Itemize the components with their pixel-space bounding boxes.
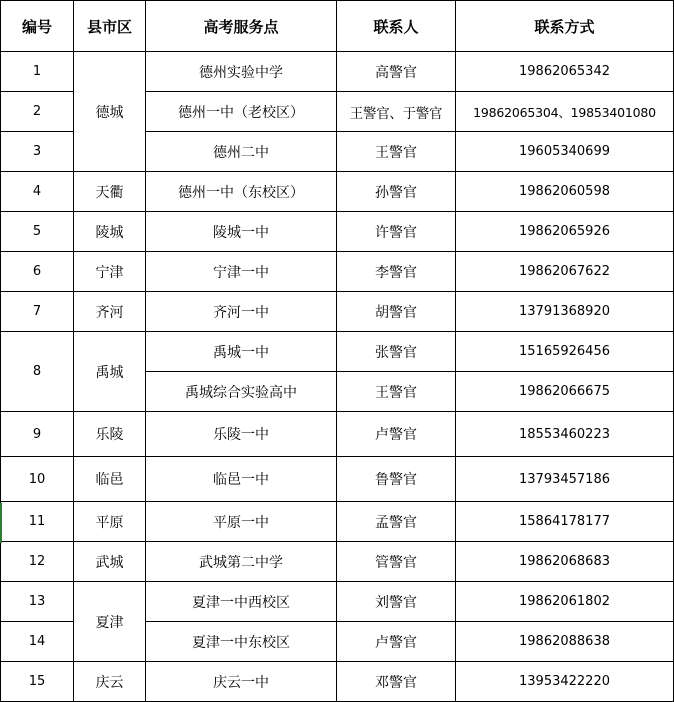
cell-phone: 15165926456 [456, 332, 674, 372]
cell-contact: 高警官 [337, 52, 456, 92]
cell-number: 6 [1, 252, 74, 292]
header-phone: 联系方式 [456, 1, 674, 52]
cell-service-site: 德州一中（东校区） [146, 172, 337, 212]
cell-phone: 15864178177 [456, 502, 674, 542]
cell-service-site: 禹城一中 [146, 332, 337, 372]
cell-phone: 19605340699 [456, 132, 674, 172]
cell-contact: 孙警官 [337, 172, 456, 212]
cell-number: 8 [1, 332, 74, 412]
cell-service-site: 德州一中（老校区） [146, 92, 337, 132]
cell-contact: 卢警官 [337, 412, 456, 457]
cell-county: 齐河 [74, 292, 146, 332]
cell-number: 5 [1, 212, 74, 252]
cell-number: 7 [1, 292, 74, 332]
cell-service-site: 平原一中 [146, 502, 337, 542]
cell-contact: 张警官 [337, 332, 456, 372]
cell-county: 乐陵 [74, 412, 146, 457]
cell-contact: 许警官 [337, 212, 456, 252]
cell-service-site: 夏津一中东校区 [146, 622, 337, 662]
cell-county: 禹城 [74, 332, 146, 412]
cell-phone: 13953422220 [456, 662, 674, 702]
cell-phone: 19862067622 [456, 252, 674, 292]
cell-phone: 19862088638 [456, 622, 674, 662]
cell-contact: 王警官 [337, 132, 456, 172]
cell-county: 庆云 [74, 662, 146, 702]
table-row [1, 252, 674, 292]
cell-service-site: 德州实验中学 [146, 52, 337, 92]
cell-service-site: 夏津一中西校区 [146, 582, 337, 622]
cell-service-site: 临邑一中 [146, 457, 337, 502]
table-row [1, 212, 674, 252]
cell-service-site: 宁津一中 [146, 252, 337, 292]
header-contact: 联系人 [337, 1, 456, 52]
table-row [1, 542, 674, 582]
cell-service-site: 德州二中 [146, 132, 337, 172]
table-row [1, 172, 674, 212]
cell-number: 10 [1, 457, 74, 502]
cell-phone: 13791368920 [456, 292, 674, 332]
table-row [1, 502, 674, 542]
cell-county: 夏津 [74, 582, 146, 662]
table-row [1, 457, 674, 502]
cell-phone: 18553460223 [456, 412, 674, 457]
table-row [1, 582, 674, 622]
cell-contact: 卢警官 [337, 622, 456, 662]
cell-contact: 邓警官 [337, 662, 456, 702]
table-row [1, 412, 674, 457]
cell-number: 14 [1, 622, 74, 662]
row-selection-marker [0, 503, 2, 543]
cell-phone: 19862065304、19853401080 [456, 92, 674, 132]
cell-service-site: 乐陵一中 [146, 412, 337, 457]
cell-number: 4 [1, 172, 74, 212]
cell-number: 11 [1, 502, 74, 542]
header-service-site: 高考服务点 [146, 1, 337, 52]
cell-county: 宁津 [74, 252, 146, 292]
cell-phone: 13793457186 [456, 457, 674, 502]
table-row [1, 332, 674, 372]
cell-phone: 19862061802 [456, 582, 674, 622]
cell-service-site: 武城第二中学 [146, 542, 337, 582]
cell-county: 平原 [74, 502, 146, 542]
cell-phone: 19862068683 [456, 542, 674, 582]
cell-phone: 19862065342 [456, 52, 674, 92]
cell-contact: 孟警官 [337, 502, 456, 542]
cell-county: 陵城 [74, 212, 146, 252]
cell-phone: 19862060598 [456, 172, 674, 212]
table-row [1, 662, 674, 702]
cell-contact: 王警官、于警官 [337, 92, 456, 132]
cell-phone: 19862066675 [456, 372, 674, 412]
cell-county: 天衢 [74, 172, 146, 212]
cell-number: 3 [1, 132, 74, 172]
table-row [1, 292, 674, 332]
cell-service-site: 庆云一中 [146, 662, 337, 702]
header-number: 编号 [1, 1, 74, 52]
cell-contact: 李警官 [337, 252, 456, 292]
cell-phone: 19862065926 [456, 212, 674, 252]
cell-contact: 刘警官 [337, 582, 456, 622]
table-row [1, 52, 674, 92]
header-county: 县市区 [74, 1, 146, 52]
cell-number: 9 [1, 412, 74, 457]
cell-county: 临邑 [74, 457, 146, 502]
cell-service-site: 陵城一中 [146, 212, 337, 252]
cell-number: 12 [1, 542, 74, 582]
cell-number: 2 [1, 92, 74, 132]
header-row [1, 1, 674, 52]
cell-contact: 管警官 [337, 542, 456, 582]
cell-number: 1 [1, 52, 74, 92]
cell-number: 13 [1, 582, 74, 622]
cell-service-site: 齐河一中 [146, 292, 337, 332]
cell-contact: 王警官 [337, 372, 456, 412]
cell-contact: 鲁警官 [337, 457, 456, 502]
cell-contact: 胡警官 [337, 292, 456, 332]
cell-service-site: 禹城综合实验高中 [146, 372, 337, 412]
cell-county: 武城 [74, 542, 146, 582]
cell-number: 15 [1, 662, 74, 702]
cell-county: 德城 [74, 52, 146, 172]
